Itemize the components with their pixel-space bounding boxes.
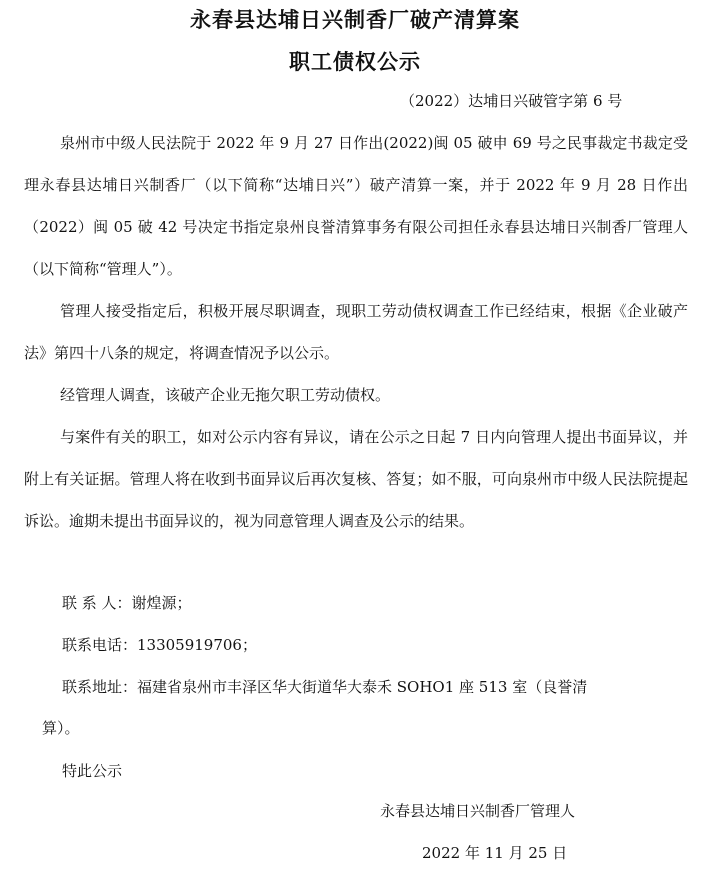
signature: 永春县达埔日兴制香厂管理人	[380, 802, 576, 820]
paragraph-court-ruling: 泉州市中级人民法院于 2022 年 9 月 27 日作出(2022)闽 05 破申 69 号之民事裁定书裁定受理永春县达埔日兴制香厂（以下简称“达埔日兴”）破产清算一案，并于 2022 年 9 月 28 日作出（2022）闽 05 破 42 号决定书指定泉州良誉清算事务有限公司担任永春县达埔日兴制香厂管理人（以下简称“管理人”）。	[24, 134, 688, 278]
contact-address	[42, 676, 682, 738]
paragraph-objection: 与案件有关的职工，如对公示内容有异议，请在公示之日起 7 日内向管理人提出书面异议，并附上有关证据。管理人将在收到书面异议后再次复核、答复；如不服，可向泉州市中级人民法院提起诉讼。逾期未提出书面异议的，视为同意管理人调查及公示的结果。	[24, 428, 688, 530]
case-reference: （2022）达埔日兴破管字第 6 号	[400, 92, 623, 110]
notice-text: 特此公示	[62, 762, 123, 780]
contact-person: 联 系 人：谢煌源；	[62, 594, 192, 612]
document-title: 永春县达埔日兴制香厂破产清算案	[190, 7, 520, 32]
contact-phone: 联系电话：13305919706；	[62, 636, 257, 654]
signature-date: 2022 年 11 月 25 日	[422, 844, 568, 862]
document-subtitle: 职工债权公示	[289, 49, 421, 74]
contact-address-line1: 联系地址：福建省泉州市丰泽区华大街道华大泰禾 SOHO1 座 513 室（良誉清	[62, 678, 588, 696]
paragraph-investigation: 管理人接受指定后，积极开展尽职调查，现职工劳动债权调查工作已经结束，根据《企业破产法》第四十八条的规定，将调查情况予以公示。	[24, 302, 688, 362]
paragraph-result: 经管理人调查，该破产企业无拖欠职工劳动债权。	[60, 386, 391, 404]
contact-address-line2: 算）。	[42, 719, 80, 737]
